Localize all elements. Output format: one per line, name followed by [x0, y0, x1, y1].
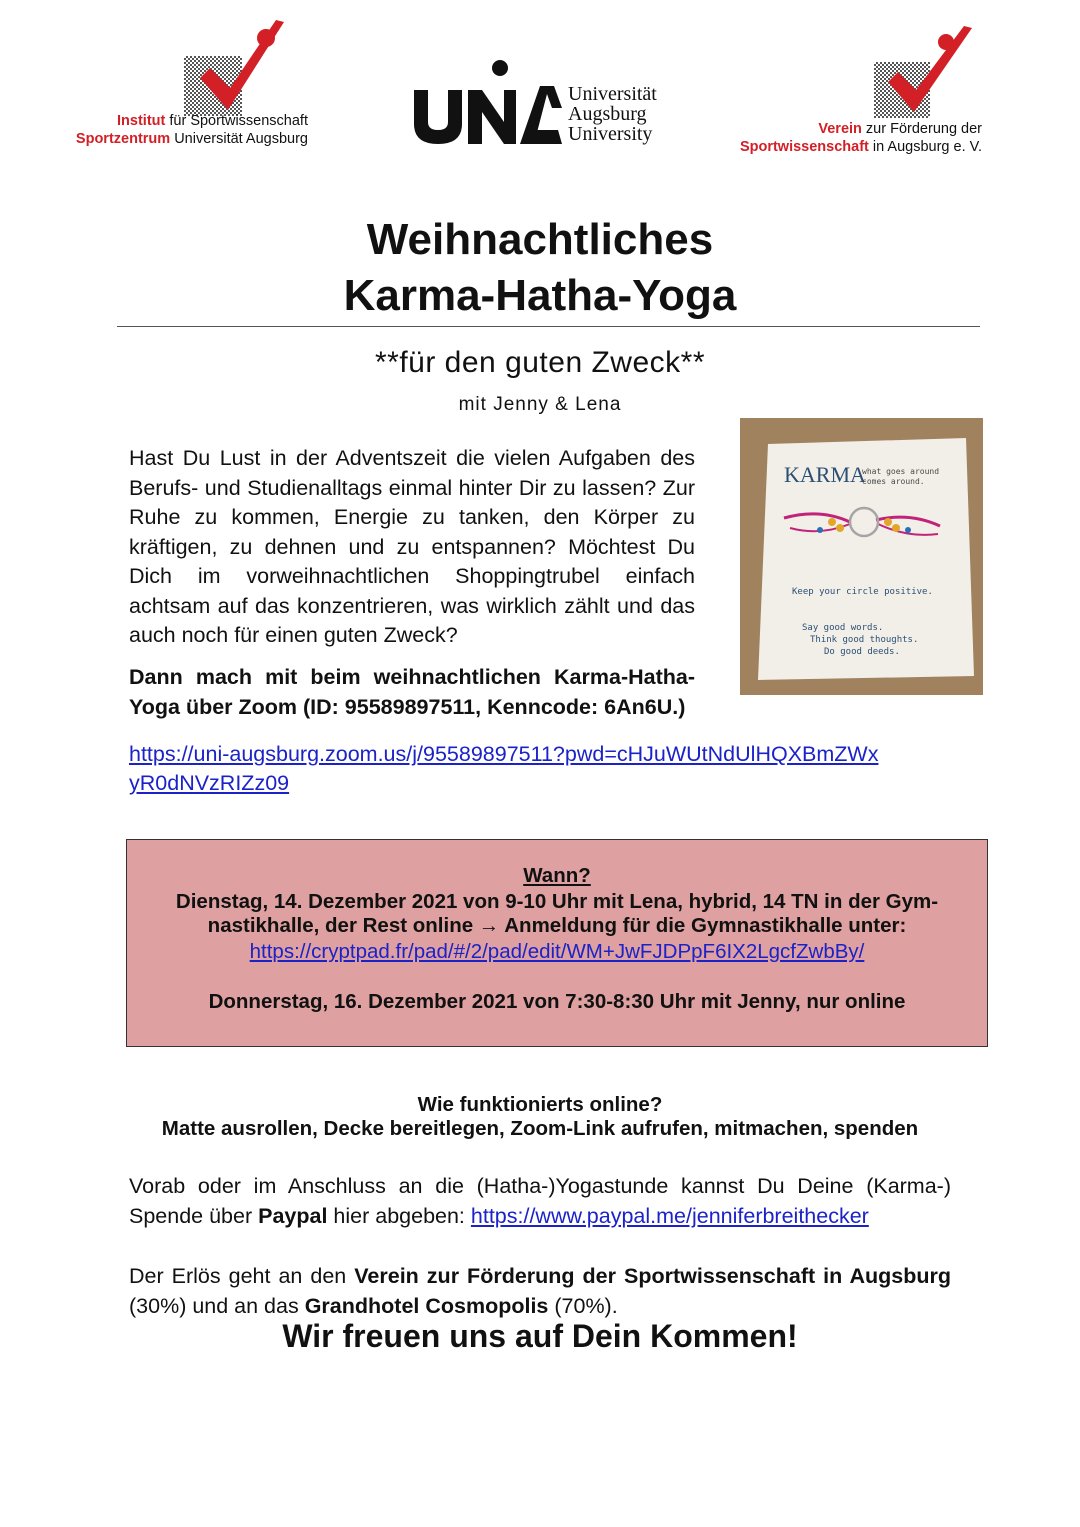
sportzentrum-logo-caption: Institut für Sportwissenschaft Sportzentrum Universität Augsburg: [75, 113, 308, 147]
schedule-session-1: Dienstag, 14. Dezember 2021 von 9-10 Uhr mit Lena, hybrid, 14 TN in der Gym- nastikhalle, der Rest online → Anmeldung für die Gymnastikhalle unter:: [175, 890, 939, 937]
karma-card-title: KARMA: [784, 462, 866, 487]
online-heading: Wie funktionierts online?: [417, 1093, 663, 1116]
schedule-heading: Wann?: [523, 864, 591, 887]
instructors-byline: mit Jenny & Lena: [458, 394, 622, 415]
verein-logo-mark: [868, 26, 978, 120]
schedule-session-2: Donnerstag, 16. Dezember 2021 von 7:30-8:30 Uhr mit Jenny, nur online: [208, 990, 906, 1013]
donation-paragraph: Vorab oder im Anschluss an die (Hatha-)Yogastunde kannst Du Deine (Karma-) Spende über Paypal hier abgeben: https://www.paypal.me/jenniferbreithecker: [129, 1174, 951, 1228]
karma-card-tagline-1: what goes around: [862, 467, 940, 476]
proceeds-paragraph: Der Erlös geht an den Verein zur Förderung der Sportwissenschaft in Augsburg (30%) und an das Grandhotel Cosmopolis (70%).: [129, 1264, 951, 1318]
schedule-box: [126, 839, 988, 1047]
closing-line: Wir freuen uns auf Dein Kommen!: [282, 1318, 798, 1354]
karma-card-say-1: Say good words.: [802, 623, 884, 633]
university-augsburg-logo-text: Universität Augsburg University: [568, 83, 657, 145]
online-steps: Matte ausrollen, Decke bereitlegen, Zoom-Link aufrufen, mitmachen, spenden: [161, 1117, 919, 1140]
intro-paragraph: Hast Du Lust in der Adventszeit die vielen Aufgaben des Berufs- und Studienalltags einmal hinter Dir zu lassen? Zur Ruhe zu kommen, Energie zu tanken, den Körper zu kräftigen, zu dehnen und zu entspannen? Möchtest Du Dich im vorweihnachtlichen Shoppingtrubel einfach achtsam auf das konzentrieren, was wirklich zählt und das auch noch für einen guten Zweck?: [129, 446, 695, 647]
subtitle: **für den guten Zweck**: [374, 346, 705, 379]
paypal-link[interactable]: https://www.paypal.me/jenniferbreithecker: [470, 1203, 869, 1228]
karma-card-circle-text: Keep your circle positive.: [792, 587, 933, 597]
zoom-link[interactable]: https://uni-augsburg.zoom.us/j/95589897511?pwd=cHJuWUtNdUlHQXBmZWxyR0dNVzRIZz09: [129, 742, 879, 795]
karma-card-tagline-2: comes around.: [862, 477, 925, 486]
verein-logo-caption: Verein zur Förderung der Sportwissenschaft in Augsburg e. V.: [739, 121, 982, 155]
karma-card-say-3: Do good deeds.: [824, 647, 900, 657]
zoom-invitation: Dann mach mit beim weihnachtlichen Karma-Hatha-Yoga über Zoom (ID: 95589897511, Kenncode: 6An6U.): [129, 665, 695, 719]
university-augsburg-logo-mark: [412, 58, 562, 148]
gym-registration-link[interactable]: https://cryptpad.fr/pad/#/2/pad/edit/WM+JwFJDPpF6IX2LgcfZwbBy/: [249, 940, 865, 963]
sportzentrum-logo-mark: [180, 18, 290, 118]
karma-card-photo: [740, 418, 983, 695]
karma-card-say-2: Think good thoughts.: [810, 635, 919, 645]
title-divider: [117, 326, 980, 327]
page-title: Weihnachtliches Karma-Hatha-Yoga: [343, 215, 737, 320]
